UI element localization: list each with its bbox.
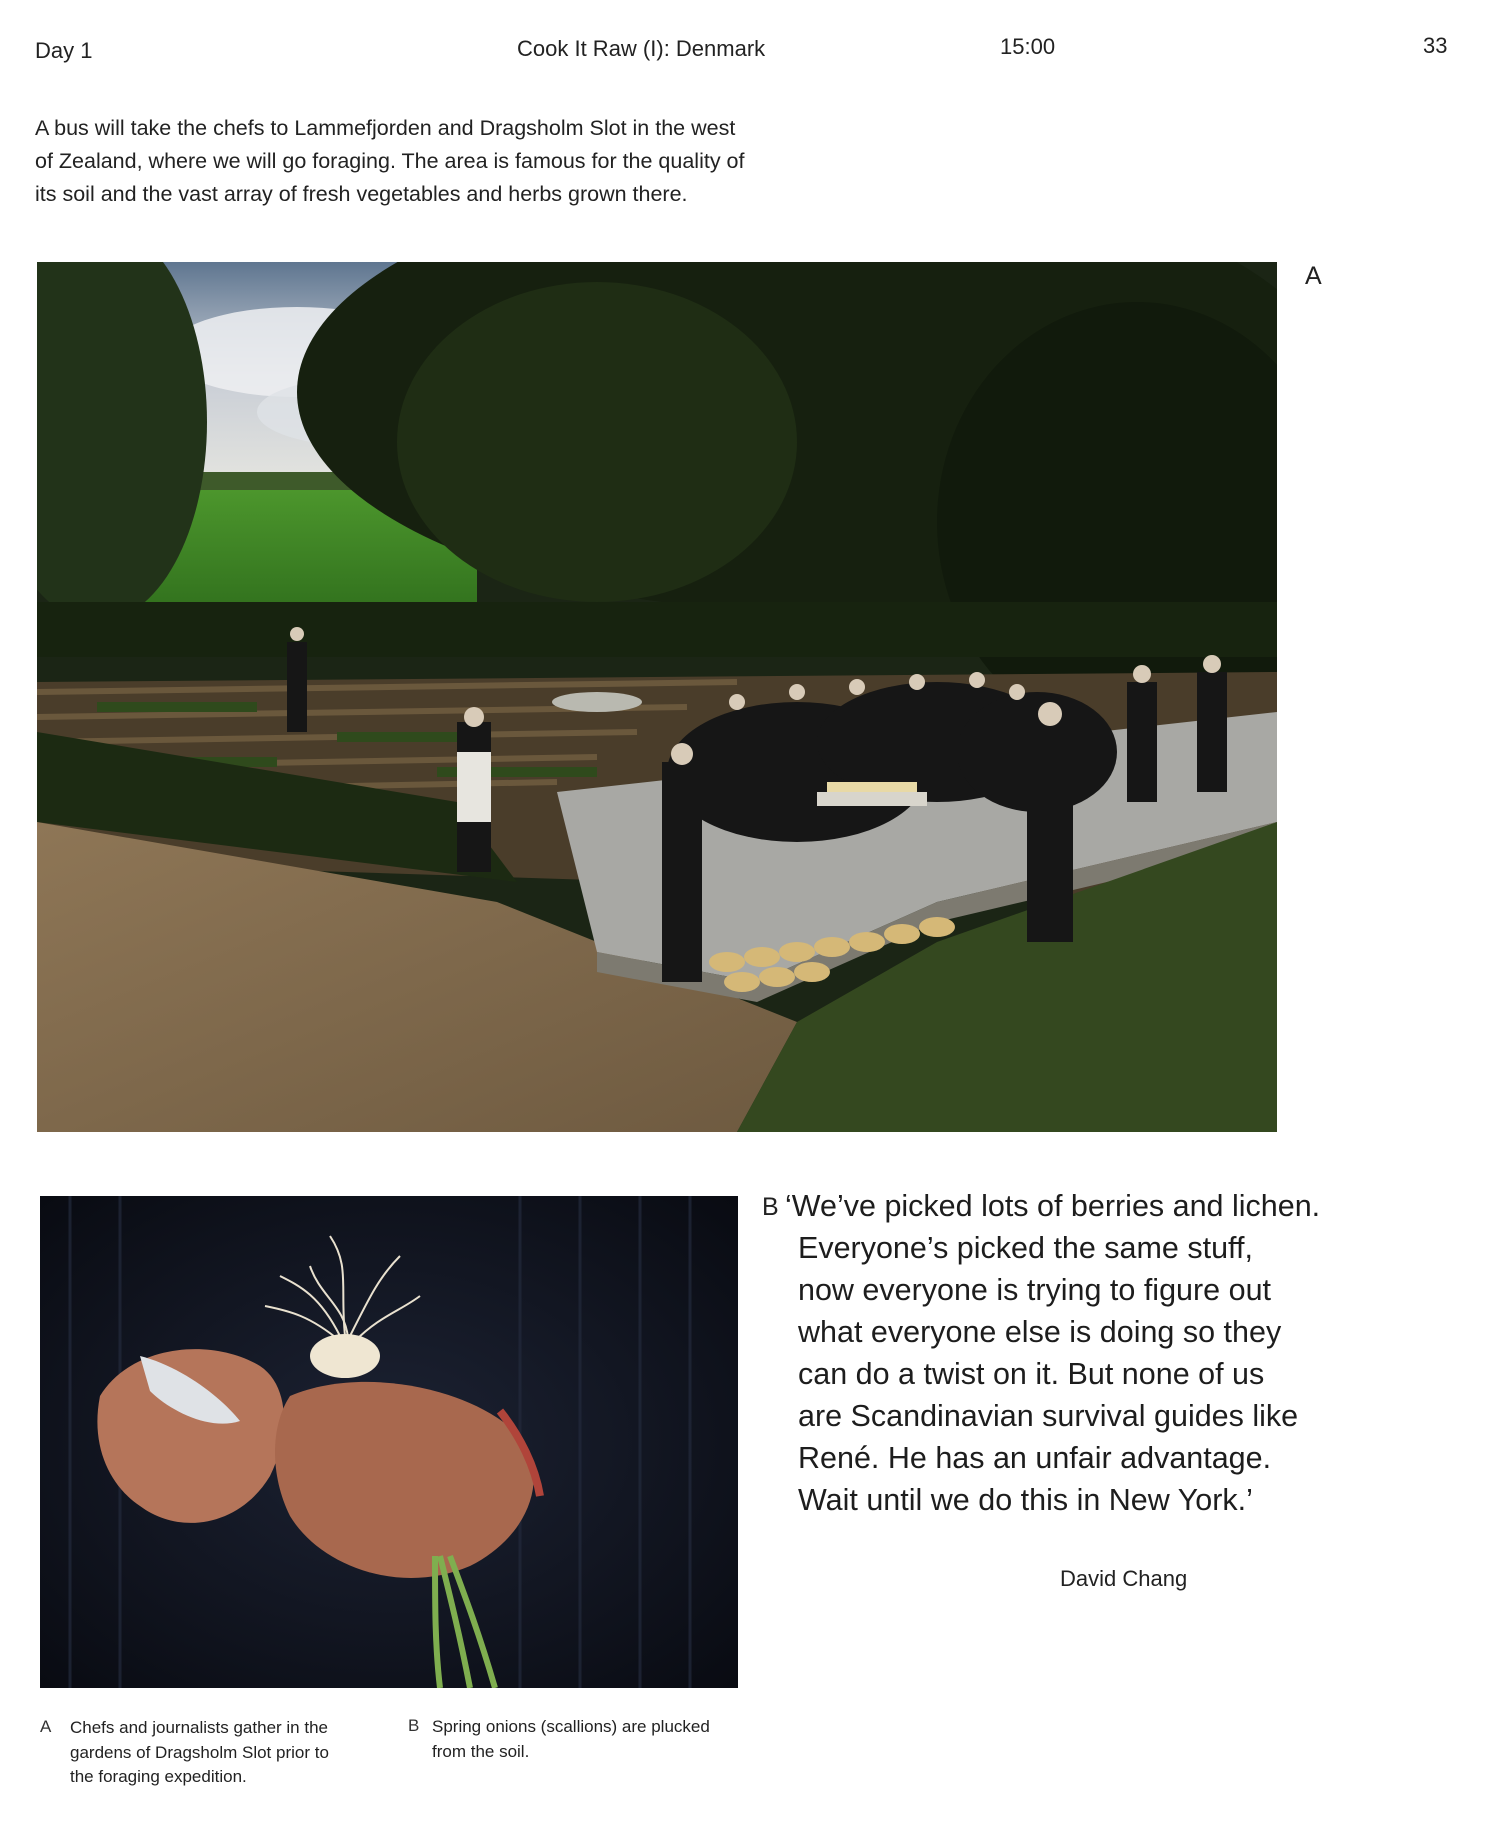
intro-paragraph bbox=[35, 112, 825, 211]
caption-line: Chefs and journalists gather in the bbox=[70, 1718, 328, 1737]
intro-line: of Zealand, where we will go foraging. The area is famous for the quality of bbox=[35, 149, 745, 173]
header-time: 15:00 bbox=[1000, 34, 1056, 59]
spring-onion-photo-illustration bbox=[40, 1196, 738, 1688]
quote-line: Everyone’s picked the same stuff, bbox=[798, 1231, 1253, 1265]
quote-text bbox=[785, 1185, 1458, 1521]
photo-garden-gathering bbox=[37, 262, 1277, 1132]
quote-line: what everyone else is doing so they bbox=[798, 1315, 1282, 1349]
quote-line: ‘We’ve picked lots of berries and lichen. bbox=[785, 1189, 1321, 1223]
caption-line: Spring onions (scallions) are plucked bbox=[432, 1717, 710, 1736]
page-number: 33 bbox=[1423, 33, 1448, 58]
intro-line: its soil and the vast array of fresh vegetables and herbs grown there. bbox=[35, 182, 688, 206]
quote-line: now everyone is trying to figure out bbox=[798, 1273, 1272, 1307]
photo-a-label: A bbox=[1305, 262, 1322, 290]
quote-line: are Scandinavian survival guides like bbox=[798, 1399, 1299, 1433]
header-day: Day 1 bbox=[35, 38, 93, 63]
caption-line: from the soil. bbox=[432, 1741, 530, 1761]
caption-a bbox=[70, 1716, 390, 1790]
quote-line: Wait until we do this in New York.’ bbox=[798, 1483, 1253, 1517]
quote-line: can do a twist on it. But none of us bbox=[798, 1357, 1265, 1391]
caption-b bbox=[432, 1715, 762, 1764]
quote-line: René. He has an unfair advantage. bbox=[798, 1441, 1272, 1475]
quote-author: David Chang bbox=[1060, 1566, 1188, 1591]
caption-b-label: B bbox=[408, 1716, 420, 1735]
caption-line: the foraging expedition. bbox=[70, 1767, 247, 1786]
quote-label: B bbox=[762, 1193, 779, 1221]
photo-spring-onions bbox=[40, 1196, 738, 1688]
header-title: Cook It Raw (I): Denmark bbox=[517, 36, 766, 61]
caption-line: gardens of Dragsholm Slot prior to bbox=[70, 1742, 329, 1762]
intro-line: A bus will take the chefs to Lammefjorden and Dragsholm Slot in the west bbox=[35, 116, 736, 140]
caption-a-label: A bbox=[40, 1717, 52, 1736]
garden-photo-illustration bbox=[37, 262, 1277, 1132]
